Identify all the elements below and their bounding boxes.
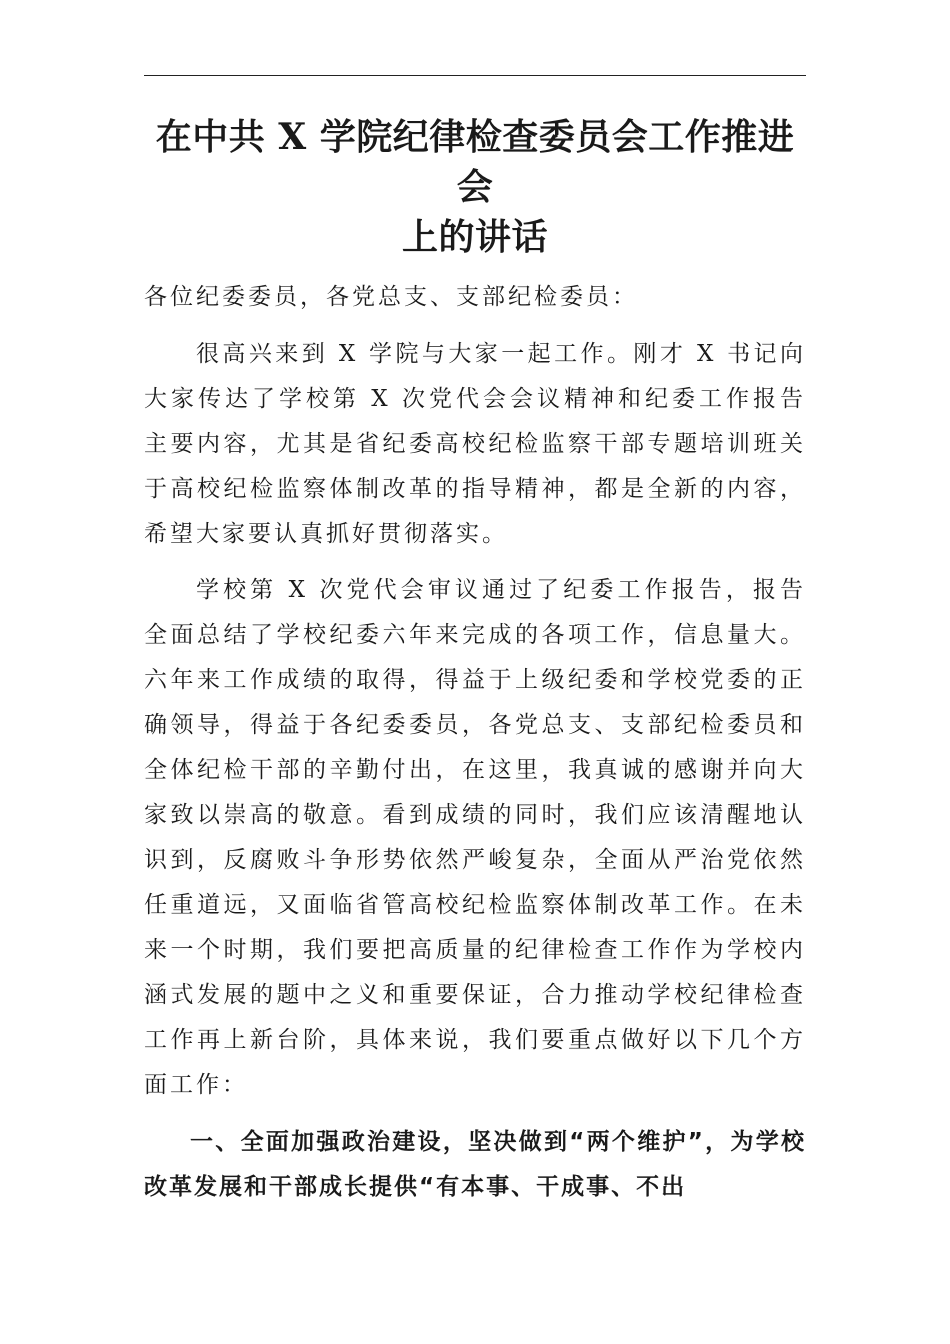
paragraph-1: 很高兴来到 X 学院与大家一起工作。刚才 X 书记向大家传达了学校第 X 次党代会会议精神和纪委工作报告主要内容，尤其是省纪委高校纪检监察干部专题培训班关于高校纪检监察体制改革的指导精神，都是全新的内容，希望大家要认真抓好贯彻落实。 xyxy=(144,341,806,547)
section-heading-1: 一、全面加强政治建设，坚决做到“两个维护”，为学校改革发展和干部成长提供“有本事、干成事、不出 xyxy=(144,1129,806,1200)
title-line-1: 在中共 X 学院纪律检查委员会工作推进会 xyxy=(155,116,795,208)
document-title xyxy=(144,112,806,262)
paragraph-2: 学校第 X 次党代会审议通过了纪委工作报告，报告全面总结了学校纪委六年来完成的各项工作，信息量大。六年来工作成绩的取得，得益于上级纪委和学校党委的正确领导，得益于各纪委委员，各党总支、支部纪检委员和全体纪检干部的辛勤付出，在这里，我真诚的感谢并向大家致以崇高的敬意。看到成绩的同时，我们应该清醒地认识到，反腐败斗争形势依然严峻复杂，全面从严治党依然任重道远，又面临省管高校纪检监察体制改革工作。在未来一个时期，我们要把高质量的纪律检查工作作为学校内涵式发展的题中之义和重要保证，合力推动学校纪律检查工作再上新台阶，具体来说，我们要重点做好以下几个方面工作： xyxy=(144,577,806,1098)
salutation: 各位纪委委员，各党总支、支部纪检委员： xyxy=(144,284,638,310)
title-line-2: 上的讲话 xyxy=(401,216,548,258)
header-rule xyxy=(144,75,806,76)
